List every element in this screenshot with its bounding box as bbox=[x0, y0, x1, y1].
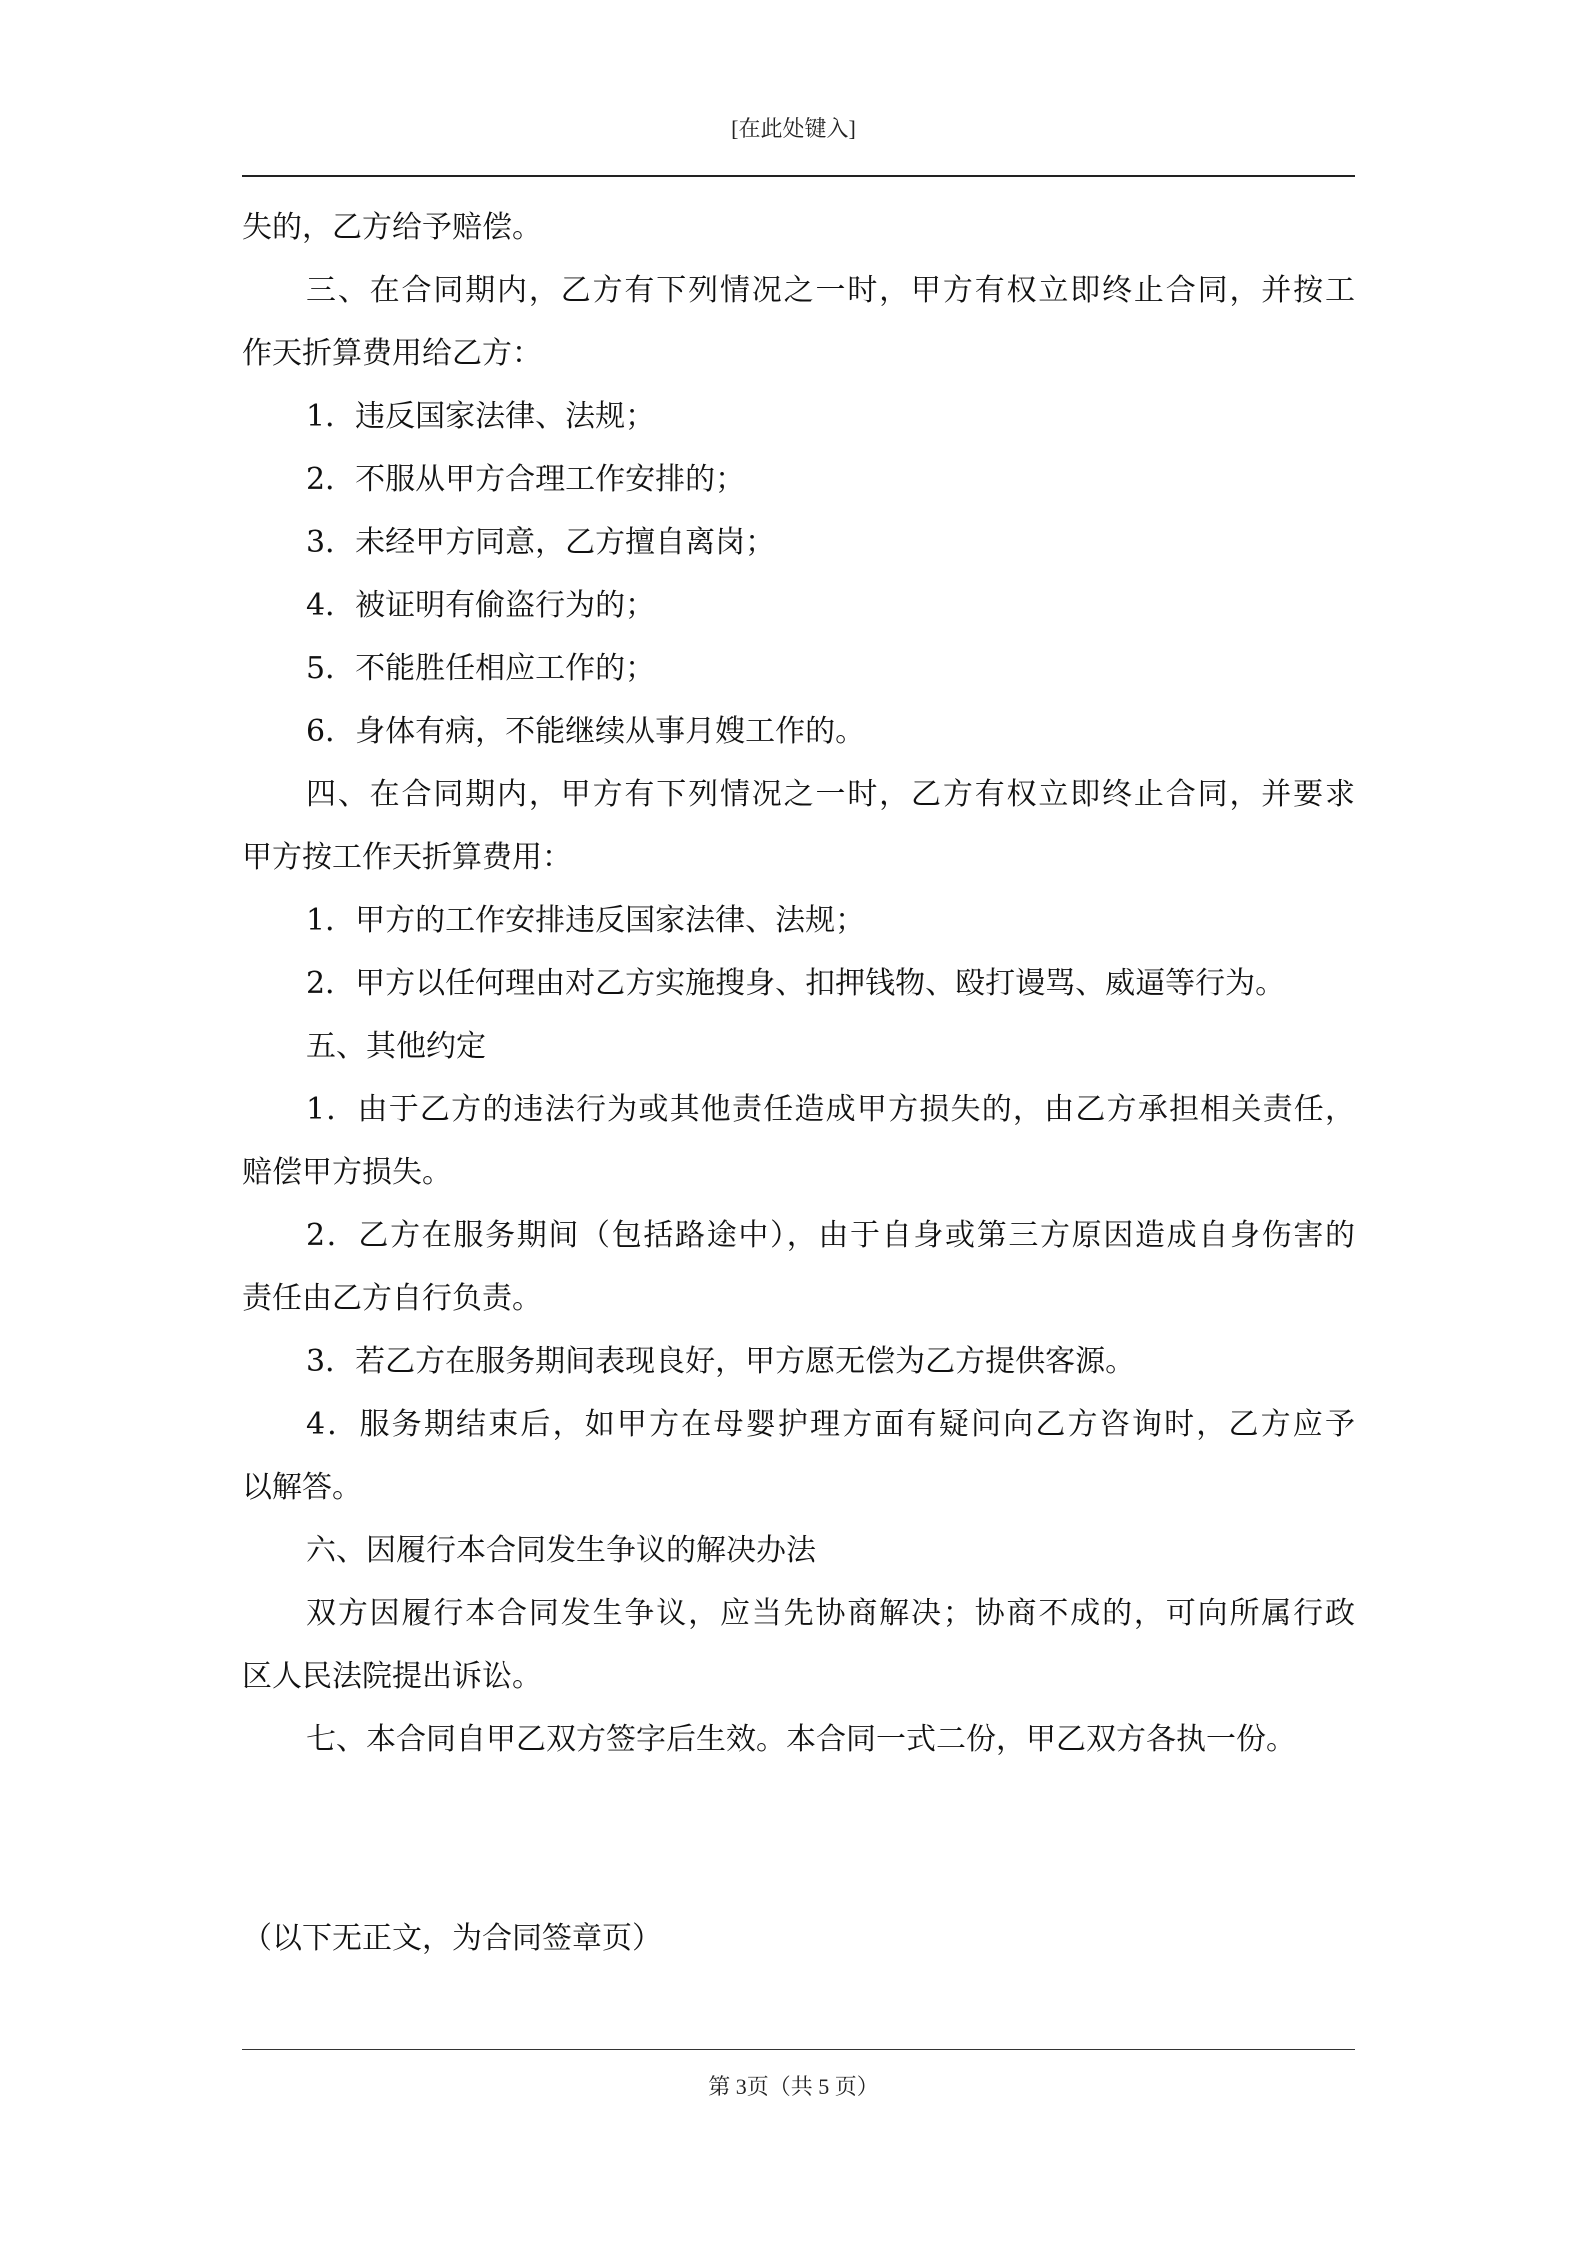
paragraph-line: 责任由乙方自行负责。 bbox=[242, 1281, 542, 1316]
list-item: 6．身体有病，不能继续从事月嫂工作的。 bbox=[306, 714, 866, 749]
paragraph-line: 双方因履行本合同发生争议，应当先协商解决；协商不成的，可向所属行政 bbox=[306, 1596, 1355, 1631]
list-item: 4．被证明有偷盗行为的； bbox=[306, 588, 656, 623]
list-item: 1．违反国家法律、法规； bbox=[306, 399, 656, 434]
list-item: 1．由于乙方的违法行为或其他责任造成甲方损失的，由乙方承担相关责任， bbox=[306, 1092, 1355, 1127]
paragraph-line: 甲方按工作天折算费用： bbox=[242, 840, 572, 875]
clause-four-heading: 四、在合同期内，甲方有下列情况之一时，乙方有权立即终止合同，并要求 bbox=[306, 777, 1355, 812]
list-item: 3．未经甲方同意，乙方擅自离岗； bbox=[306, 525, 776, 560]
paragraph-line: 赔偿甲方损失。 bbox=[242, 1155, 452, 1190]
paragraph-line: 以解答。 bbox=[242, 1470, 362, 1505]
page-number: 第 3页（共 5 页） bbox=[708, 2074, 879, 2099]
page-header: [在此处键入] bbox=[731, 116, 856, 141]
clause-five-heading: 五、其他约定 bbox=[306, 1029, 486, 1064]
list-item: 2．甲方以任何理由对乙方实施搜身、扣押钱物、殴打谩骂、威逼等行为。 bbox=[306, 966, 1286, 1001]
contract-body bbox=[242, 196, 1355, 1771]
list-item: 5．不能胜任相应工作的； bbox=[306, 651, 656, 686]
closing-note: （以下无正文，为合同签章页） bbox=[242, 1921, 662, 1956]
list-item: 2．不服从甲方合理工作安排的； bbox=[306, 462, 746, 497]
list-item: 4．服务期结束后，如甲方在母婴护理方面有疑问向乙方咨询时，乙方应予 bbox=[306, 1407, 1355, 1442]
clause-three-heading: 三、在合同期内，乙方有下列情况之一时，甲方有权立即终止合同，并按工 bbox=[306, 273, 1355, 308]
clause-seven: 七、本合同自甲乙双方签字后生效。本合同一式二份，甲乙双方各执一份。 bbox=[306, 1722, 1296, 1757]
header-divider bbox=[242, 175, 1355, 177]
list-item: 3．若乙方在服务期间表现良好，甲方愿无偿为乙方提供客源。 bbox=[306, 1344, 1136, 1379]
paragraph-line: 作天折算费用给乙方： bbox=[242, 336, 542, 371]
clause-six-heading: 六、因履行本合同发生争议的解决办法 bbox=[306, 1533, 816, 1568]
footer-divider bbox=[242, 2049, 1355, 2050]
list-item: 1．甲方的工作安排违反国家法律、法规； bbox=[306, 903, 866, 938]
list-item: 2．乙方在服务期间（包括路途中），由于自身或第三方原因造成自身伤害的 bbox=[306, 1218, 1355, 1253]
paragraph-line: 区人民法院提出诉讼。 bbox=[242, 1659, 542, 1694]
paragraph-line: 失的，乙方给予赔偿。 bbox=[242, 210, 542, 245]
